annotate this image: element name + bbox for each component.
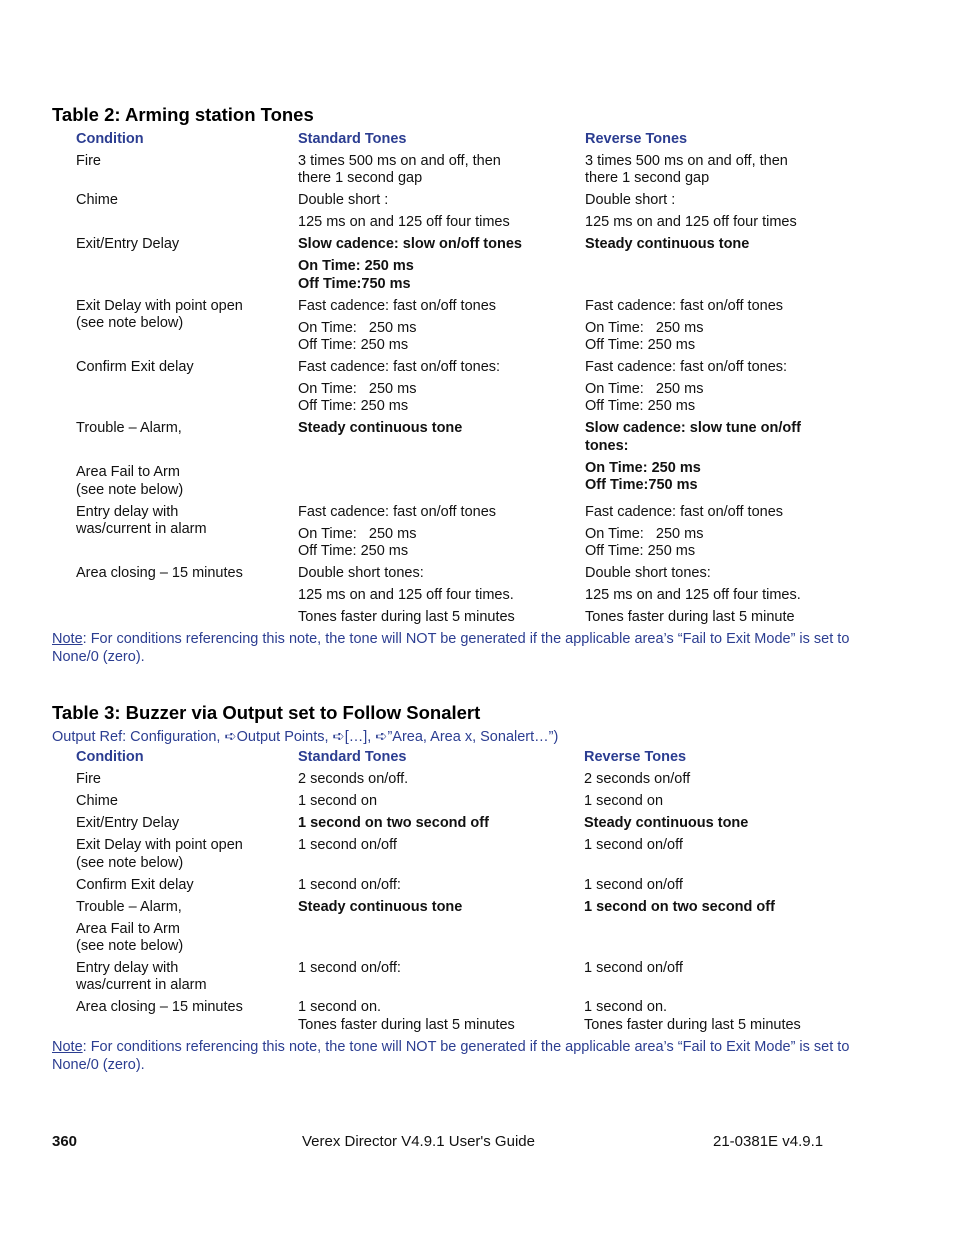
table2-cell: (see note below) <box>76 315 184 331</box>
note-text: : For conditions referencing this note, the tone will NOT be generated if the applicable area’s “Fail to Exit Mode” is set to None/0 (zero). <box>52 1039 850 1073</box>
table2-cell: there 1 second gap <box>585 170 710 186</box>
table3-cell: Confirm Exit delay <box>76 877 194 893</box>
table3-header-reverse: Reverse Tones <box>584 749 687 765</box>
table3-cell: was/current in alarm <box>76 977 207 993</box>
footer-guide-title: Verex Director V4.9.1 User's Guide <box>302 1133 535 1150</box>
table3-cell: 1 second on two second off <box>298 815 489 831</box>
table3-cell: Tones faster during last 5 minutes <box>298 1017 515 1033</box>
table2-cell: Exit/Entry Delay <box>76 236 180 252</box>
table2-cell: On Time: 250 ms <box>585 460 701 476</box>
footer-doc-id: 21-0381E v4.9.1 <box>713 1133 824 1150</box>
table3-cell: 1 second on/off <box>298 837 397 853</box>
table2-cell: 125 ms on and 125 off four times <box>298 214 510 230</box>
table2-cell: Chime <box>76 192 118 208</box>
table2-cell: 3 times 500 ms on and off, then <box>298 153 501 169</box>
table2-cell: Off Time: 250 ms <box>585 337 696 353</box>
table2-header-condition: Condition <box>76 131 144 147</box>
table2-cell: Off Time: 250 ms <box>585 398 696 414</box>
table2-cell: Exit Delay with point open <box>76 298 243 314</box>
table2-cell: Off Time: 250 ms <box>298 543 409 559</box>
table2-cell: was/current in alarm <box>76 521 207 537</box>
note-label: Note <box>52 631 83 647</box>
table2-cell: Steady continuous tone <box>298 420 463 436</box>
table2-cell: Double short : <box>298 192 389 208</box>
table2-cell: On Time: 250 ms <box>585 320 704 336</box>
table3-cell: 1 second on <box>584 793 664 809</box>
table2-cell: On Time: 250 ms <box>585 526 704 542</box>
page-number: 360 <box>52 1133 78 1150</box>
table3-cell: 2 seconds on/off. <box>298 771 409 787</box>
table2-cell: Confirm Exit delay <box>76 359 194 375</box>
table2-cell: (see note below) <box>76 482 184 498</box>
table2-cell: Off Time:750 ms <box>298 276 411 292</box>
table2-cell: Trouble – Alarm, <box>76 420 182 436</box>
table3-cell: Chime <box>76 793 118 809</box>
table3-cell: Tones faster during last 5 minutes <box>584 1017 801 1033</box>
table2-cell: Off Time: 250 ms <box>298 337 409 353</box>
table3-header-standard: Standard Tones <box>298 749 407 765</box>
table3-cell: Area Fail to Arm <box>76 921 180 937</box>
table3-cell: Entry delay with <box>76 960 179 976</box>
table2-cell: Fast cadence: fast on/off tones <box>298 504 497 520</box>
table3-cell: 1 second on/off <box>584 877 683 893</box>
table3-cell: 1 second on <box>298 793 378 809</box>
table2-cell: Fast cadence: fast on/off tones <box>585 504 784 520</box>
table3-cell: 1 second on/off <box>584 837 683 853</box>
table2-cell: On Time: 250 ms <box>298 258 414 274</box>
table2-cell: On Time: 250 ms <box>298 320 417 336</box>
table2-cell: Double short tones: <box>298 565 424 581</box>
table2-cell: Fast cadence: fast on/off tones <box>585 298 784 314</box>
table3-cell: (see note below) <box>76 855 184 871</box>
table2-title: Table 2: Arming station Tones <box>52 104 314 125</box>
table2-cell: 3 times 500 ms on and off, then <box>585 153 788 169</box>
table2-header-reverse: Reverse Tones <box>585 131 688 147</box>
table3-cell: Exit/Entry Delay <box>76 815 180 831</box>
table2-cell: Slow cadence: slow tune on/off <box>585 420 801 436</box>
table3-cell: 1 second on. <box>298 999 382 1015</box>
table2-cell: Slow cadence: slow on/off tones <box>298 236 522 252</box>
table2-cell: Fast cadence: fast on/off tones <box>298 298 497 314</box>
table2-cell: Fire <box>76 153 101 169</box>
table3-note <box>52 1039 862 1074</box>
table3-cell: Steady continuous tone <box>584 815 749 831</box>
table2-cell: On Time: 250 ms <box>585 381 704 397</box>
table2-cell: Off Time: 250 ms <box>298 398 409 414</box>
table2-cell: Area Fail to Arm <box>76 464 180 480</box>
table3-cell: 1 second on. <box>584 999 668 1015</box>
table3-cell: 1 second on/off: <box>298 960 401 976</box>
table2-cell: On Time: 250 ms <box>298 381 417 397</box>
table3-cell: (see note below) <box>76 938 184 954</box>
table3-output-ref: Output Ref: Configuration, ➪Output Points, ➪[…], ➪”Area, Area x, Sonalert…”) <box>52 729 559 745</box>
table3-cell: 1 second on/off: <box>298 877 401 893</box>
table2-cell: 125 ms on and 125 off four times. <box>298 587 514 603</box>
table2-cell: Off Time: 250 ms <box>585 543 696 559</box>
table2-cell: Entry delay with <box>76 504 179 520</box>
table2-cell: tones: <box>585 438 629 454</box>
note-text: : For conditions referencing this note, the tone will NOT be generated if the applicable area’s “Fail to Exit Mode” is set to None/0 (zero). <box>52 631 850 665</box>
table2-cell: 125 ms on and 125 off four times. <box>585 587 801 603</box>
table2-cell: Off Time:750 ms <box>585 477 698 493</box>
table2-cell: Double short : <box>585 192 676 208</box>
table3-cell: Trouble – Alarm, <box>76 899 182 915</box>
table3-cell: Steady continuous tone <box>298 899 463 915</box>
table3-cell: 1 second on/off <box>584 960 683 976</box>
table2-cell: Fast cadence: fast on/off tones: <box>585 359 788 375</box>
table2-cell: Double short tones: <box>585 565 711 581</box>
table3-cell: 1 second on two second off <box>584 899 775 915</box>
table3-cell: 2 seconds on/off <box>584 771 691 787</box>
table3-header-condition: Condition <box>76 749 144 765</box>
table3-title: Table 3: Buzzer via Output set to Follow Sonalert <box>52 702 481 723</box>
table2-cell: Area closing – 15 minutes <box>76 565 243 581</box>
table3-cell: Fire <box>76 771 101 787</box>
table2-cell: Tones faster during last 5 minute <box>585 609 795 625</box>
table2-header-standard: Standard Tones <box>298 131 407 147</box>
table2-cell: 125 ms on and 125 off four times <box>585 214 797 230</box>
table2-cell: Tones faster during last 5 minutes <box>298 609 515 625</box>
note-label: Note <box>52 1039 83 1055</box>
table3-cell: Exit Delay with point open <box>76 837 243 853</box>
table2-cell: On Time: 250 ms <box>298 526 417 542</box>
table2-cell: Steady continuous tone <box>585 236 750 252</box>
table3-cell: Area closing – 15 minutes <box>76 999 243 1015</box>
table2-note <box>52 631 862 666</box>
table2-cell: Fast cadence: fast on/off tones: <box>298 359 501 375</box>
table2-cell: there 1 second gap <box>298 170 423 186</box>
